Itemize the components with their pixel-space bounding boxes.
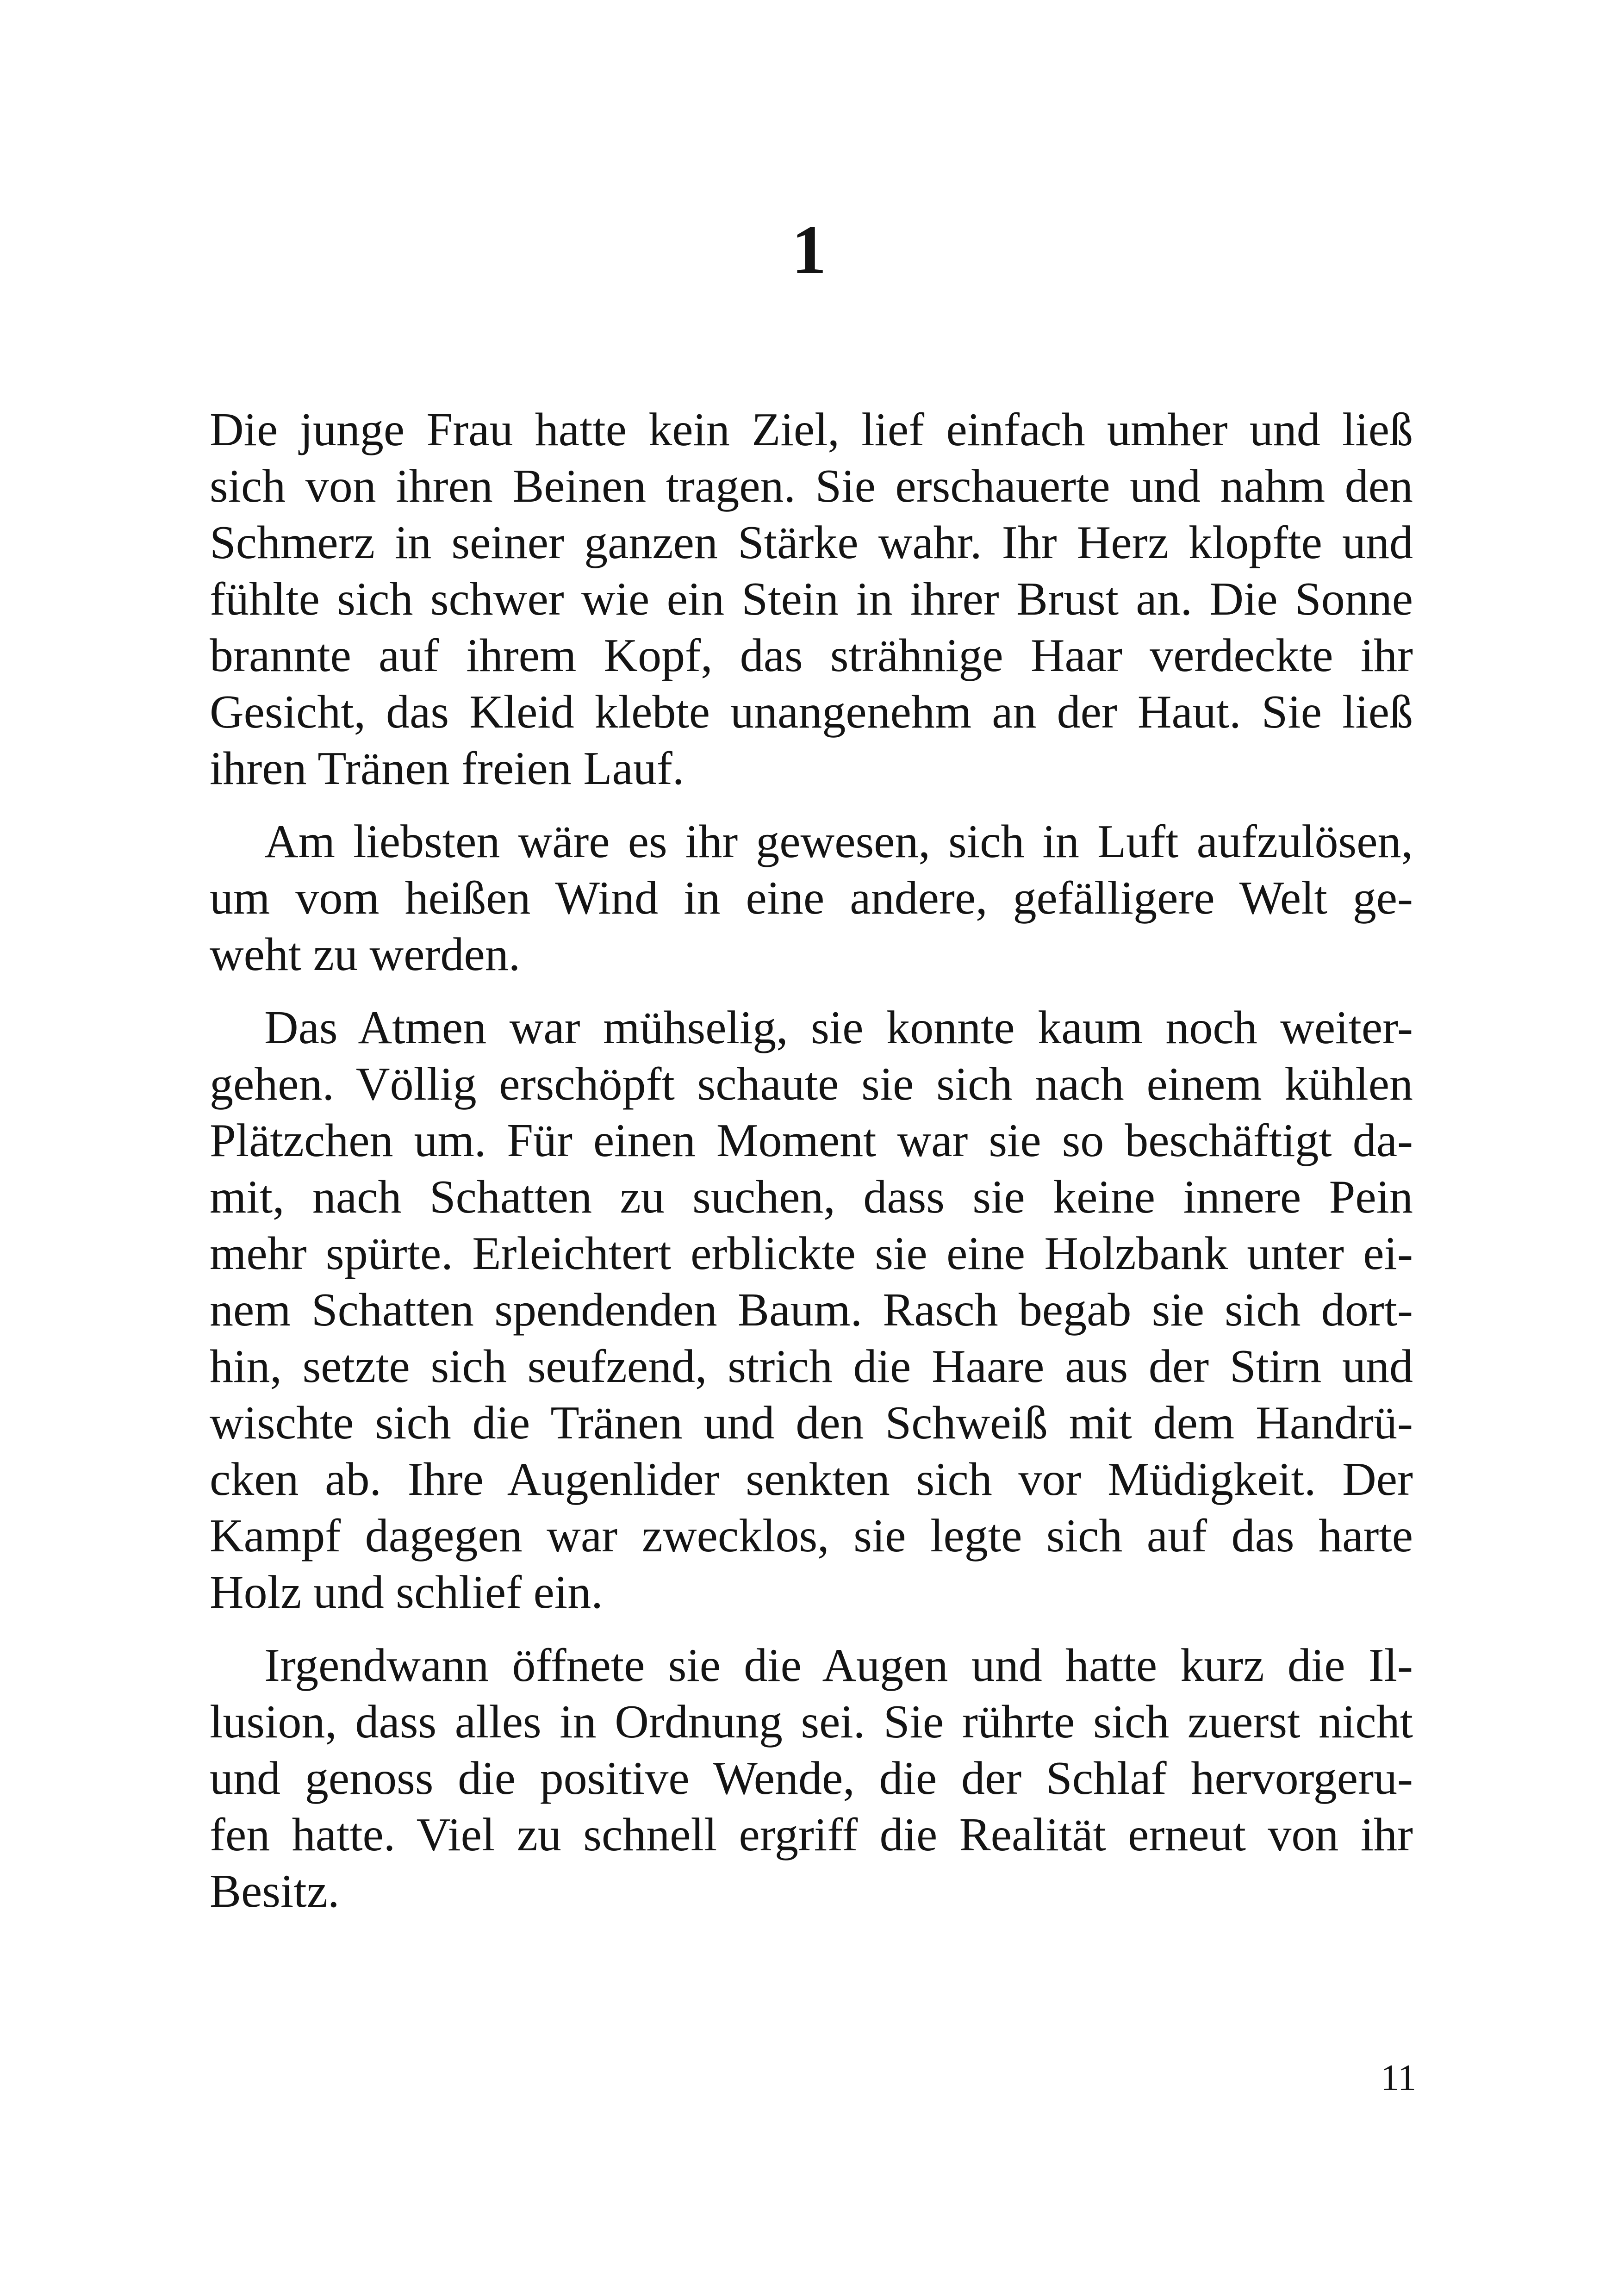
text-line: weht zu werden.	[210, 928, 521, 981]
text-line: gehen. Völlig erschöpft schaute sie sich nach einem kühlen	[210, 1058, 1413, 1110]
paragraph	[210, 814, 1413, 983]
text-line: nem Schatten spendenden Baum. Rasch begab sie sich dort-	[210, 1284, 1413, 1336]
page-number: 11	[1380, 2058, 1416, 2098]
text-line: um vom heißen Wind in eine andere, gefälligere Welt ge-	[210, 872, 1413, 924]
chapter-number: 1	[791, 212, 827, 288]
text-line: Am liebsten wäre es ihr gewesen, sich in Luft aufzulösen,	[264, 815, 1413, 868]
text-line: Kampf dagegen war zwecklos, sie legte sich auf das harte	[210, 1510, 1413, 1562]
text-line: wischte sich die Tränen und den Schweiß mit dem Handrü-	[210, 1397, 1413, 1449]
text-line: fühlte sich schwer wie ein Stein in ihrer Brust an. Die Sonne	[210, 573, 1413, 625]
text-line: Irgendwann öffnete sie die Augen und hatte kurz die Il-	[264, 1639, 1413, 1692]
text-line: Schmerz in seiner ganzen Stärke wahr. Ihr Herz klopfte und	[210, 516, 1413, 569]
text-line: hin, setzte sich seufzend, strich die Haare aus der Stirn und	[210, 1340, 1413, 1393]
text-line: Holz und schlief ein.	[210, 1566, 603, 1618]
text-line: Besitz.	[210, 1865, 340, 1917]
chapter-body	[210, 402, 1413, 1920]
text-line: mit, nach Schatten zu suchen, dass sie keine innere Pein	[210, 1171, 1413, 1223]
text-line: mehr spürte. Erleichtert erblickte sie eine Holzbank unter ei-	[210, 1227, 1413, 1280]
text-line: lusion, dass alles in Ordnung sei. Sie rührte sich zuerst nicht	[210, 1696, 1413, 1748]
text-line: Die junge Frau hatte kein Ziel, lief einfach umher und ließ	[210, 404, 1413, 456]
paragraph	[210, 1637, 1413, 1920]
text-line: sich von ihren Beinen tragen. Sie erschauerte und nahm den	[210, 460, 1413, 512]
text-line: Gesicht, das Kleid klebte unangenehm an der Haut. Sie ließ	[210, 686, 1413, 738]
text-line: Das Atmen war mühselig, sie konnte kaum noch weiter-	[264, 1002, 1413, 1054]
text-line: fen hatte. Viel zu schnell ergriff die Realität erneut von ihr	[210, 1809, 1413, 1861]
paragraph	[210, 1000, 1413, 1621]
text-line: ihren Tränen freien Lauf.	[210, 742, 685, 795]
text-line: und genoss die positive Wende, die der Schlaf hervorgeru-	[210, 1752, 1413, 1804]
text-line: brannte auf ihrem Kopf, das strähnige Haar verdeckte ihr	[210, 629, 1413, 682]
text-line: cken ab. Ihre Augenlider senkten sich vor Müdigkeit. Der	[210, 1453, 1413, 1506]
text-line: Plätzchen um. Für einen Moment war sie so beschäftigt da-	[210, 1114, 1413, 1167]
paragraph	[210, 402, 1413, 797]
